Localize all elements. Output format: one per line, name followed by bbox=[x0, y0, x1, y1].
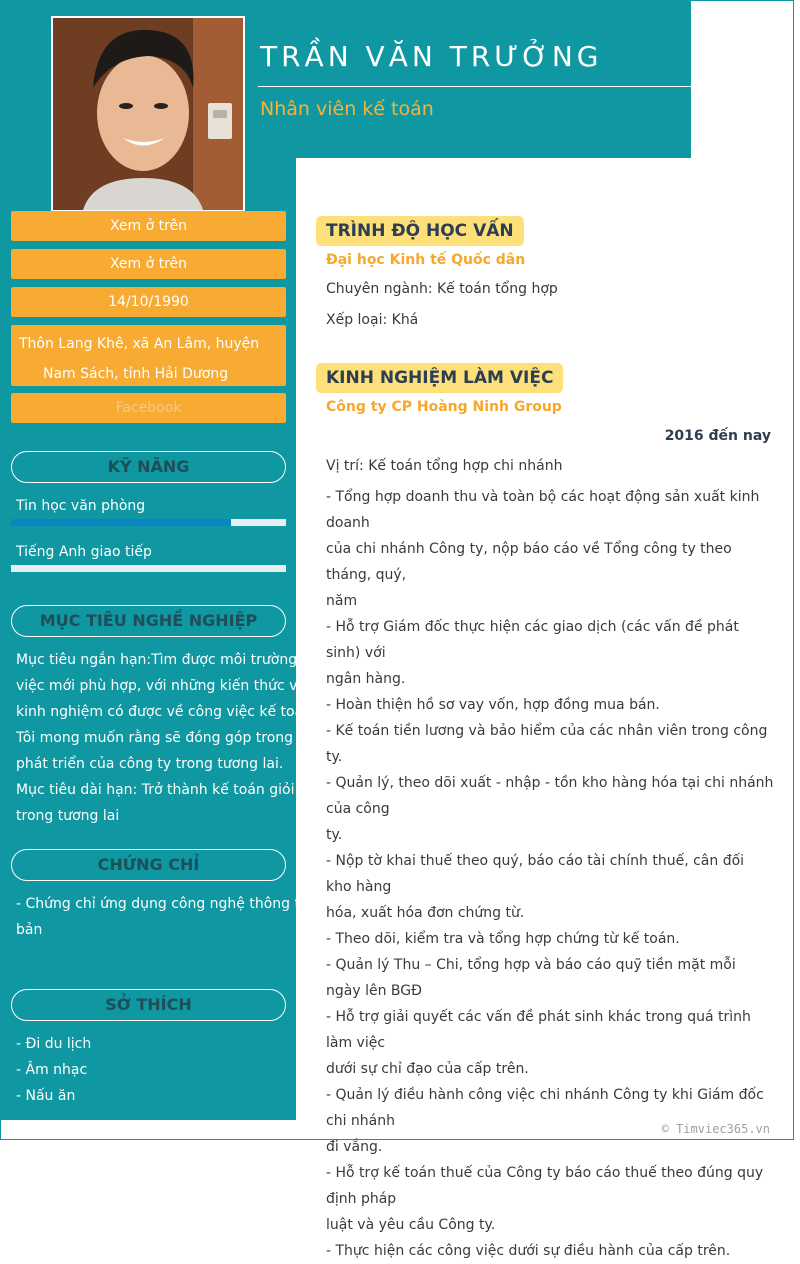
duties-list bbox=[326, 484, 774, 1264]
duty-line: - Thực hiện các công việc dưới sự điều hành của cấp trên. bbox=[326, 1243, 731, 1259]
hobby-item: - Nấu ăn bbox=[16, 1088, 76, 1104]
hobby-item: - Đi du lịch bbox=[16, 1036, 92, 1052]
objective-text bbox=[16, 647, 328, 829]
duty-line: ty. bbox=[326, 827, 343, 843]
objective-line: trong tương lai bbox=[16, 808, 120, 824]
duty-line: - Quản lý điều hành công việc chi nhánh Công ty khi Giám đốc chi nhánh bbox=[326, 1087, 764, 1129]
objective-line: Tôi mong muốn rằng sẽ đóng góp trong sự bbox=[16, 730, 314, 746]
certificates-text bbox=[16, 891, 333, 943]
duty-line: - Tổng hợp doanh thu và toàn bộ các hoạt động sản xuất kinh doanh bbox=[326, 489, 760, 531]
skill-bar bbox=[11, 519, 286, 526]
duty-line: - Hỗ trợ giải quyết các vấn đề phát sinh khác trong quá trình làm việc bbox=[326, 1009, 751, 1051]
skills-heading: KỸ NĂNG bbox=[11, 451, 286, 483]
objective-line: kinh nghiệm có được về công việc kế toán. bbox=[16, 704, 317, 720]
work-position: Vị trí: Kế toán tổng hợp chi nhánh bbox=[326, 458, 563, 474]
contact-address bbox=[11, 325, 286, 386]
contact-birthday: 14/10/1990 bbox=[11, 287, 286, 317]
objective-line: Mục tiêu dài hạn: Trở thành kế toán giỏi bbox=[16, 782, 295, 798]
education-heading: TRÌNH ĐỘ HỌC VẤN bbox=[316, 216, 524, 246]
watermark: © Timviec365.vn bbox=[661, 1122, 770, 1136]
duty-line: luật và yêu cầu Công ty. bbox=[326, 1217, 496, 1233]
certificate-line: - Chứng chỉ ứng dụng công nghệ thông tin cơ bbox=[16, 896, 334, 912]
skill-label: Tin học văn phòng bbox=[16, 498, 146, 514]
profile-photo-image bbox=[53, 18, 243, 210]
experience-heading: KINH NGHIỆM LÀM VIỆC bbox=[316, 363, 563, 393]
duty-line: hóa, xuất hóa đơn chứng từ. bbox=[326, 905, 525, 921]
candidate-name: TRẦN VĂN TRƯỞNG bbox=[260, 40, 603, 73]
duty-line: - Nộp tờ khai thuế theo quý, báo cáo tài chính thuế, cân đối kho hàng bbox=[326, 853, 745, 895]
duty-line: năm bbox=[326, 593, 358, 609]
hobby-item: - Âm nhạc bbox=[16, 1062, 88, 1078]
duty-line: - Hỗ trợ Giám đốc thực hiện các giao dịch (các vấn đề phát sinh) với bbox=[326, 619, 739, 661]
duty-line: - Kế toán tiền lương và bảo hiểm của các nhân viên trong công ty. bbox=[326, 723, 768, 765]
objective-line: phát triển của công ty trong tương lai. bbox=[16, 756, 284, 772]
skill-bar-fill bbox=[11, 519, 231, 526]
hobbies-heading: SỞ THÍCH bbox=[11, 989, 286, 1021]
company-name: Công ty CP Hoàng Ninh Group bbox=[326, 399, 562, 415]
duty-line: - Quản lý Thu – Chi, tổng hợp và báo cáo quỹ tiền mặt mỗi ngày lên BGĐ bbox=[326, 957, 736, 999]
objective-line: việc mới phù hợp, với những kiến thức và bbox=[16, 678, 306, 694]
skill-bar bbox=[11, 565, 286, 572]
duty-line: - Hoàn thiện hồ sơ vay vốn, hợp đồng mua bán. bbox=[326, 697, 660, 713]
address-line-2: Nam Sách, tỉnh Hải Dương bbox=[43, 366, 229, 382]
work-period: 2016 đến nay bbox=[664, 428, 771, 444]
contact-email: Xem ở trên bbox=[11, 249, 286, 279]
hobbies-list bbox=[16, 1031, 91, 1109]
duty-line: - Theo dõi, kiểm tra và tổng hợp chứng từ kế toán. bbox=[326, 931, 680, 947]
duty-line: ngân hàng. bbox=[326, 671, 406, 687]
profile-photo bbox=[51, 16, 245, 212]
objective-line: Mục tiêu ngắn hạn:Tìm được môi trường làm bbox=[16, 652, 328, 668]
header-block bbox=[246, 0, 691, 158]
skill-label: Tiếng Anh giao tiếp bbox=[16, 544, 152, 560]
school-name: Đại học Kinh tế Quốc dân bbox=[326, 252, 526, 268]
header-divider bbox=[258, 86, 691, 87]
duty-line: dưới sự chỉ đạo của cấp trên. bbox=[326, 1061, 529, 1077]
contact-phone: Xem ở trên bbox=[11, 211, 286, 241]
contact-facebook-link[interactable]: Facebook bbox=[11, 393, 286, 423]
duty-line: của chi nhánh Công ty, nộp báo cáo về Tổng công ty theo tháng, quý, bbox=[326, 541, 732, 583]
duty-line: - Quản lý, theo dõi xuất - nhập - tồn kho hàng hóa tại chi nhánh của công bbox=[326, 775, 774, 817]
objective-heading: MỤC TIÊU NGHỀ NGHIỆP bbox=[11, 605, 286, 637]
duty-line: - Hỗ trợ kế toán thuế của Công ty báo cáo thuế theo đúng quy định pháp bbox=[326, 1165, 764, 1207]
education-major: Chuyên ngành: Kế toán tổng hợp bbox=[326, 281, 558, 297]
certificates-heading: CHỨNG CHỈ bbox=[11, 849, 286, 881]
certificate-line: bản bbox=[16, 922, 43, 938]
duty-line: đi vắng. bbox=[326, 1139, 383, 1155]
education-rank: Xếp loại: Khá bbox=[326, 312, 419, 328]
job-title: Nhân viên kế toán bbox=[260, 98, 434, 120]
address-line-1: Thôn Lang Khê, xã An Lâm, huyện bbox=[19, 336, 260, 352]
